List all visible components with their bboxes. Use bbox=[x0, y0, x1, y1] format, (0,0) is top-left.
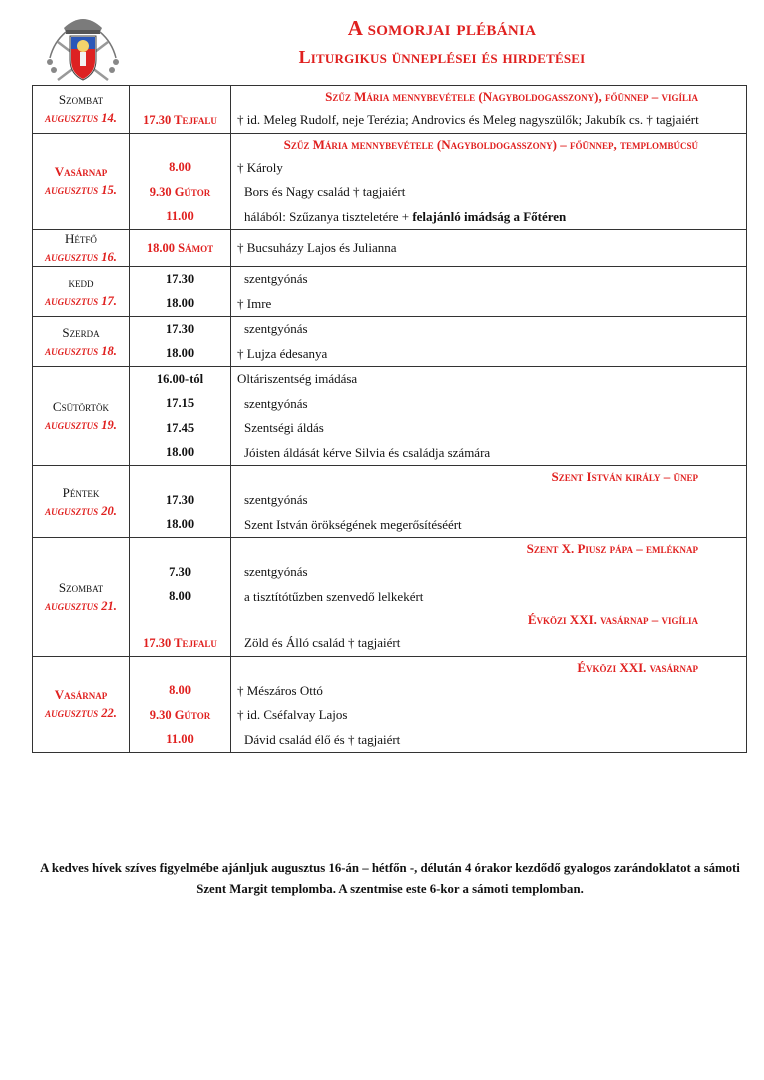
time-spacer bbox=[130, 466, 230, 488]
mass-intention bbox=[231, 292, 746, 317]
time-spacer bbox=[130, 134, 230, 156]
day-name: Szombat bbox=[58, 579, 104, 595]
mass-time: 17.15 bbox=[165, 396, 195, 411]
day-cell bbox=[33, 317, 130, 367]
day-name: Vasárnap bbox=[54, 164, 108, 180]
mass-time: 18.00 bbox=[165, 296, 195, 311]
mass-intention bbox=[231, 728, 746, 753]
mass-intention bbox=[231, 367, 746, 392]
day-row bbox=[33, 656, 747, 753]
announcement-note: A kedves hívek szíves figyelmébe ajánljuk augusztus 16-án – hétfőn -, délután 4 órakor kezdődő gyalogos zarándoklatot a sámoti Szent Margit templomba. A szentmise este 6-kor a sámoti templomban. bbox=[40, 861, 740, 896]
day-date: augusztus 21. bbox=[45, 598, 117, 613]
time-spacer bbox=[130, 657, 230, 679]
intention-text: † Imre bbox=[237, 295, 272, 311]
day-row bbox=[33, 230, 747, 267]
time-cell bbox=[130, 466, 231, 538]
mass-intention bbox=[231, 631, 746, 656]
mass-time: 18.00 Sámot bbox=[146, 240, 214, 255]
mass-time: 17.30 bbox=[165, 321, 195, 336]
feast-label: Szent X. Piusz pápa – emléknap bbox=[526, 541, 698, 556]
mass-intention bbox=[231, 236, 746, 261]
day-date: augusztus 22. bbox=[45, 706, 117, 721]
parish-crest-icon bbox=[44, 12, 122, 84]
mass-time: 18.00 bbox=[165, 346, 195, 361]
day-date: augusztus 14. bbox=[45, 111, 117, 126]
day-cell bbox=[33, 86, 130, 134]
feast-label: Szent István király – ünep bbox=[551, 469, 698, 484]
time-cell bbox=[130, 230, 231, 267]
feast-label: Szűz Mária mennybevétele (Nagyboldogasszony), főünnep – vigília bbox=[325, 89, 698, 104]
intention-text: a tisztítótűzben szenvedő lelkekért bbox=[244, 588, 424, 604]
time-cell bbox=[130, 267, 231, 317]
mass-intention bbox=[231, 317, 746, 342]
description-cell bbox=[231, 230, 747, 267]
day-name: Szombat bbox=[58, 92, 104, 108]
mass-time: 17.30 Tejfalu bbox=[143, 112, 217, 127]
time-cell bbox=[130, 367, 231, 466]
mass-intention bbox=[231, 441, 746, 466]
mass-intention bbox=[231, 416, 746, 441]
mass-intention bbox=[231, 560, 746, 585]
mass-time: 17.30 Tejfalu bbox=[143, 635, 217, 650]
intention-text: Oltáriszentség imádása bbox=[237, 371, 358, 387]
day-cell bbox=[33, 656, 130, 753]
intention-text: Bors és Nagy család † tagjaiért bbox=[244, 184, 406, 200]
day-row bbox=[33, 317, 747, 367]
mass-intention bbox=[231, 180, 746, 205]
mass-intention bbox=[231, 679, 746, 704]
description-cell bbox=[231, 86, 747, 134]
mass-intention bbox=[231, 488, 746, 513]
mass-intention bbox=[231, 205, 746, 230]
time-spacer bbox=[130, 538, 230, 560]
description-cell bbox=[231, 317, 747, 367]
day-cell bbox=[33, 466, 130, 538]
intention-text: † Mészáros Ottó bbox=[237, 682, 323, 698]
mass-time: 7.30 bbox=[169, 564, 191, 579]
intention-text: Szent István örökségének megerősítéséért bbox=[244, 516, 462, 532]
feast-label: Évközi XXI. vasárnap bbox=[577, 659, 698, 675]
intention-text: † Bucsuházy Lajos és Julianna bbox=[237, 240, 397, 255]
day-cell bbox=[33, 538, 130, 657]
day-name: Szerda bbox=[62, 324, 100, 340]
day-row bbox=[33, 367, 747, 466]
day-name: Péntek bbox=[62, 484, 100, 500]
mass-intention bbox=[231, 392, 746, 417]
day-row bbox=[33, 538, 747, 657]
day-row bbox=[33, 86, 747, 134]
intention-text: szentgyónás bbox=[244, 271, 308, 287]
mass-time: 17.30 bbox=[165, 271, 195, 286]
day-cell bbox=[33, 230, 130, 267]
mass-time: 17.30 bbox=[165, 492, 195, 507]
description-cell bbox=[231, 267, 747, 317]
mass-time: 18.00 bbox=[165, 445, 195, 460]
description-cell bbox=[231, 367, 747, 466]
day-name: Vasárnap bbox=[54, 687, 108, 703]
day-date: augusztus 19. bbox=[45, 418, 117, 432]
day-row bbox=[33, 133, 747, 230]
mass-intention bbox=[231, 585, 746, 610]
time-cell bbox=[130, 538, 231, 657]
day-name: kedd bbox=[68, 274, 94, 290]
intention-text: † id. Meleg Rudolf, neje Terézia; Androvics és Meleg nagyszülők; Jakubík cs. † tagjaiért bbox=[237, 112, 699, 128]
day-date: augusztus 17. bbox=[45, 293, 117, 308]
intention-text: Jóisten áldását kérve Silvia és családja számára bbox=[244, 444, 491, 460]
description-cell bbox=[231, 133, 747, 230]
intention-text: Szentségi áldás bbox=[244, 420, 324, 436]
intention-text: szentgyónás bbox=[244, 321, 308, 337]
day-name: Hétfő bbox=[65, 231, 97, 246]
intention-text: Zöld és Álló család † tagjaiért bbox=[244, 635, 401, 651]
intention-text: szentgyónás bbox=[244, 492, 308, 508]
time-cell bbox=[130, 86, 231, 134]
mass-intention bbox=[231, 513, 746, 538]
intention-text: † id. Cséfalvay Lajos bbox=[237, 707, 348, 723]
day-date: augusztus 15. bbox=[45, 183, 117, 198]
day-cell bbox=[33, 367, 130, 466]
mass-intention bbox=[231, 156, 746, 181]
intention-text: szentgyónás bbox=[244, 564, 308, 580]
day-date: augusztus 18. bbox=[45, 343, 117, 358]
intention-text: † Károly bbox=[237, 159, 283, 175]
day-row bbox=[33, 466, 747, 538]
day-row bbox=[33, 267, 747, 317]
mass-time: 8.00 bbox=[169, 589, 191, 604]
day-cell bbox=[33, 133, 130, 230]
time-spacer bbox=[130, 86, 230, 108]
day-date: augusztus 20. bbox=[45, 503, 117, 518]
intention-text: † Lujza édesanya bbox=[237, 345, 328, 361]
mass-time: 8.00 bbox=[169, 160, 191, 175]
schedule-table bbox=[32, 85, 747, 753]
day-name: Csütörtök bbox=[52, 399, 110, 414]
day-date: augusztus 16. bbox=[45, 250, 117, 264]
mass-intention bbox=[231, 703, 746, 728]
intention-text: szentgyónás bbox=[244, 395, 308, 411]
intention-text: Dávid család élő és † tagjaiért bbox=[244, 731, 401, 747]
time-cell bbox=[130, 317, 231, 367]
mass-time: 16.00-tól bbox=[156, 371, 204, 386]
mass-intention bbox=[231, 108, 746, 133]
mass-time: 11.00 bbox=[166, 209, 194, 224]
day-cell bbox=[33, 267, 130, 317]
mass-time: 11.00 bbox=[166, 732, 194, 747]
mass-intention bbox=[231, 267, 746, 292]
mass-time: 17.45 bbox=[165, 420, 195, 435]
mass-time: 18.00 bbox=[165, 517, 195, 532]
mass-intention bbox=[231, 342, 746, 367]
intention-text: hálából: Szűzanya tiszteletére + bbox=[244, 208, 413, 224]
page-subtitle: Liturgikus ünneplései és hirdetései bbox=[298, 47, 586, 67]
intention-bold-text: felajánló imádság a Főtéren bbox=[412, 208, 567, 224]
page-title: A somorjai plébánia bbox=[347, 16, 537, 40]
mass-time: 9.30 Gútor bbox=[149, 184, 211, 199]
description-cell bbox=[231, 466, 747, 538]
time-spacer bbox=[130, 609, 230, 631]
feast-label: Évközi XXI. vasárnap – vigília bbox=[527, 612, 698, 627]
mass-time: 8.00 bbox=[169, 683, 191, 698]
feast-label: Szűz Mária mennybevétele (Nagyboldogasszony) – főünnep, templombúcsú bbox=[283, 136, 698, 152]
description-cell bbox=[231, 538, 747, 657]
description-cell bbox=[231, 656, 747, 753]
mass-time: 9.30 Gútor bbox=[149, 707, 211, 722]
time-cell bbox=[130, 656, 231, 753]
time-cell bbox=[130, 133, 231, 230]
